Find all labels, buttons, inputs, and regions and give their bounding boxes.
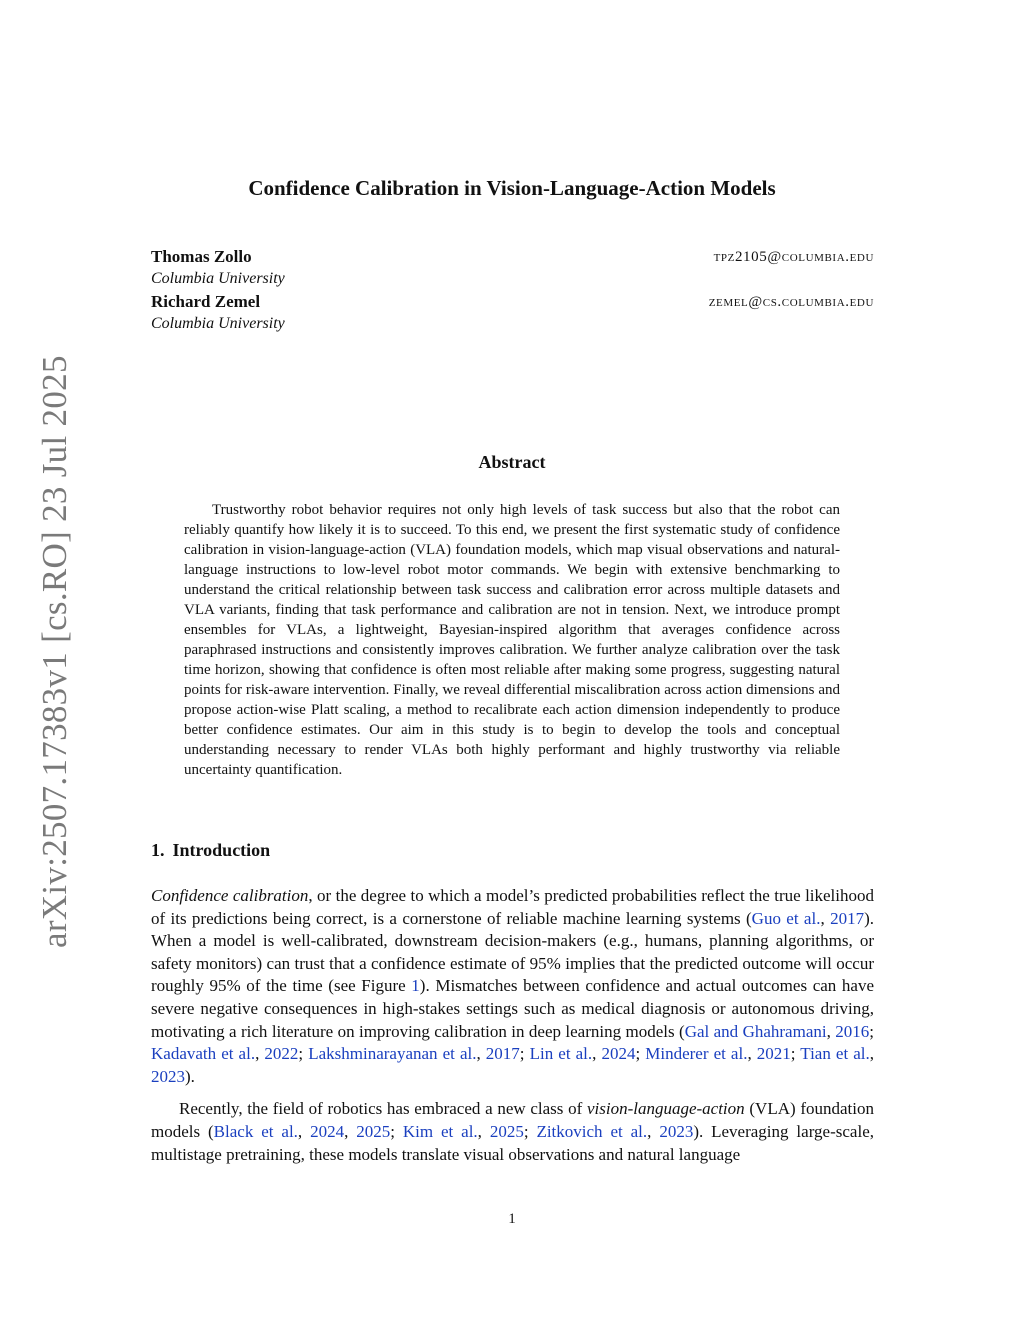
citation-link[interactable]: 2024	[310, 1121, 345, 1141]
body-text: ). When a model is well-calibrated, downstream decision-makers (e.g., humans, planning algorithms, or safety monitors) can trust that a confidence estimate of 95% implies that the predicted outcome will occur roughly 95% of the time (see Figure	[151, 908, 874, 996]
body-text: ;	[523, 1121, 537, 1141]
citation-link[interactable]: Guo et al.	[751, 908, 821, 928]
author-block	[151, 247, 874, 288]
citation-link[interactable]: 2022	[264, 1044, 299, 1064]
body-text: ,	[592, 1044, 602, 1064]
citation-link[interactable]: Zitkovich et al.	[536, 1121, 648, 1141]
citation-link[interactable]: Lakshminarayanan et al.	[308, 1044, 477, 1064]
author-affiliation: Columbia University	[151, 270, 285, 287]
page-number: 1	[508, 1211, 516, 1227]
body-text: ;	[790, 1044, 801, 1064]
author-block	[151, 292, 874, 333]
citation-link[interactable]: Gal and Ghahramani	[684, 1021, 827, 1041]
abstract-text: Trustworthy robot behavior requires not only high levels of task success but also that the robot can reliably quantify how likely it is to succeed. To this end, we present the first systematic study of confidence calibration in vision-language-action (VLA) foundation models, which map visual observations and natural-language instructions to low-level robot motor commands. We begin with extensive benchmarking to understand the critical relationship between task success and calibration error across multiple datasets and VLA variants, finding that task performance and calibration are not in tension. Next, we introduce prompt ensembles for VLAs, a lightweight, Bayesian-inspired algorithm that averages confidence across paraphrased instructions and consistently improves calibration. We further analyze calibration over the task time horizon, showing that confidence is often most reliable after making some progress, suggesting natural points for risk-aware intervention. Finally, we reveal differential miscalibration across action dimensions and propose action-wise Platt scaling, a method to recalibrate each action dimension independently to produce better confidence estimates. Our aim in this study is to begin to develop the tools and conceptual understanding necessary to render VLAs both highly performant and highly trustworthy via reliable uncertainty quantification.	[184, 502, 840, 778]
intro-paragraph	[151, 885, 874, 1088]
body-text: ,	[297, 1121, 311, 1141]
body-text: ,	[647, 1121, 660, 1141]
body-text: ). Leveraging large-scale, multistage pretraining, these models translate visual observations and natural language	[151, 1121, 874, 1164]
citation-link[interactable]: 2021	[756, 1044, 791, 1064]
body-text: ,	[747, 1044, 757, 1064]
citation-link[interactable]: 2023	[659, 1121, 694, 1141]
citation-link[interactable]: Kim et al.	[402, 1121, 478, 1141]
citation-link[interactable]: Kadavath et al.	[151, 1044, 256, 1064]
author-email[interactable]: tpz2105@columbia.edu	[713, 249, 874, 265]
body-text: ,	[476, 1044, 486, 1064]
citation-link[interactable]: 2016	[835, 1021, 870, 1041]
body-text: ,	[255, 1044, 265, 1064]
body-text: ;	[390, 1121, 403, 1141]
body-text: ).	[185, 1066, 195, 1086]
emphasized-text: vision-language-action	[586, 1099, 745, 1119]
introduction-body	[151, 885, 874, 1176]
section-heading	[151, 840, 270, 861]
section-number: 1.	[151, 840, 165, 860]
citation-link[interactable]: 2025	[356, 1121, 391, 1141]
body-text: ;	[519, 1044, 530, 1064]
section-title: Introduction	[172, 840, 271, 860]
arxiv-stamp: arXiv:2507.17383v1 [cs.RO] 23 Jul 2025	[35, 355, 74, 948]
body-text: ,	[820, 908, 831, 928]
citation-link[interactable]: Black et al.	[213, 1121, 298, 1141]
citation-link[interactable]: 2024	[601, 1044, 636, 1064]
body-text: ,	[344, 1121, 357, 1141]
abstract-heading: Abstract	[478, 452, 546, 472]
body-text: ). Mismatches between confidence and actual outcomes can have severe negative consequences in high-stakes settings such as medical diagnosis or autonomous driving, motivating a rich literature on improving calibration in deep learning models (	[151, 976, 874, 1041]
citation-link[interactable]: Lin et al.	[529, 1044, 593, 1064]
body-text: ;	[869, 1021, 874, 1041]
intro-paragraph	[151, 1098, 874, 1166]
paper-title: Confidence Calibration in Vision-Language-Action Models	[248, 176, 776, 200]
body-text: ;	[298, 1044, 309, 1064]
body-text: (VLA) foundation models (	[151, 1099, 874, 1141]
author-affiliation: Columbia University	[151, 315, 285, 332]
author-email[interactable]: zemel@cs.columbia.edu	[708, 294, 874, 310]
citation-link[interactable]: 2025	[489, 1121, 524, 1141]
citation-link[interactable]: 2017	[485, 1044, 520, 1064]
author-name: Richard Zemel	[151, 292, 261, 311]
body-text: , or the degree to which a model’s predicted probabilities reflect the true likelihood of its predictions being correct, is a cornerstone of reliable machine learning systems (	[151, 886, 875, 928]
body-text: Recently, the field of robotics has embraced a new class of	[179, 1099, 587, 1119]
body-text: ,	[826, 1021, 836, 1041]
author-name: Thomas Zollo	[151, 247, 252, 266]
citation-link[interactable]: Minderer et al.	[645, 1044, 748, 1064]
citation-link[interactable]: 1	[411, 976, 420, 996]
body-text: ,	[477, 1121, 490, 1141]
citation-link[interactable]: 2023	[151, 1066, 185, 1086]
citation-link[interactable]: Tian et al.	[800, 1044, 870, 1064]
body-text: ;	[635, 1044, 646, 1064]
emphasized-text: Confidence calibration	[151, 886, 309, 905]
body-text: ,	[869, 1044, 875, 1064]
citation-link[interactable]: 2017	[830, 908, 865, 928]
